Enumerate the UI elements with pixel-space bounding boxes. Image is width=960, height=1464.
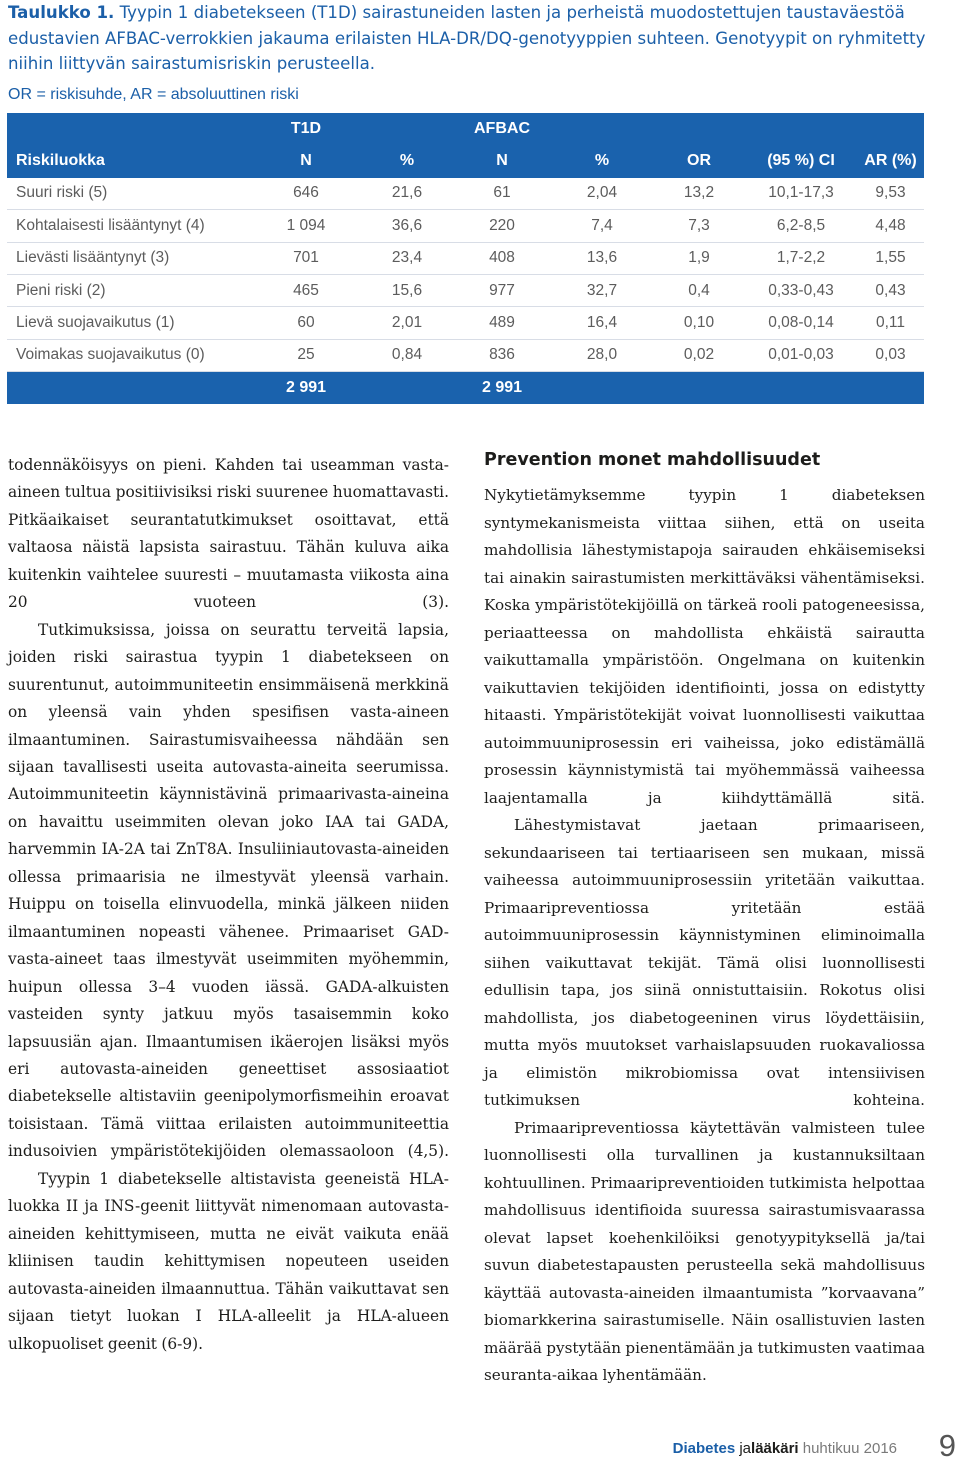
table-cell: 25 (251, 339, 361, 371)
table-cell: 7,4 (551, 210, 653, 242)
column-header: AR (%) (857, 145, 924, 177)
table-cell: Suuri riski (5) (7, 178, 251, 210)
abbreviation-note: OR = riskisuhde, AR = absoluuttinen riski (8, 86, 299, 103)
table-cell: Voimakas suojavaikutus (0) (7, 339, 251, 371)
risk-table (7, 113, 924, 404)
total-t1d: 2 991 (251, 371, 361, 403)
table-cell: 977 (453, 274, 551, 306)
table-cell: 408 (453, 242, 551, 274)
table-row (7, 210, 924, 242)
table-cell: 7,3 (653, 210, 745, 242)
table-cell: 220 (453, 210, 551, 242)
table-cell: 0,03 (857, 339, 924, 371)
left-column (8, 452, 449, 1358)
table-row (7, 307, 924, 339)
caption-label: Taulukko 1. (8, 3, 115, 22)
table-cell: 6,2-8,5 (745, 210, 857, 242)
column-header: % (551, 145, 653, 177)
table-row (7, 339, 924, 371)
table-cell: 465 (251, 274, 361, 306)
brand-word-diabetes: Diabetes (672, 1440, 736, 1457)
table-cell: 9,53 (857, 178, 924, 210)
body-paragraph: Nykytietämyksemme tyypin 1 diabeteksen syntymekanismeista viittaa siihen, että on useita mahdollisia lähestymistapoja sairauden ehkäisemiseksi tai ainakin sairastumisten merkittäväksi vähentämiseksi. Koska ympäristötekijöillä on tärkeä rooli patogeneesissa, periaatteessa on mahdollista ehkäistä sairautta vaikuttamalla ympäristöön. Ongelmana on kuitenkin vaikuttavien tekijöiden identifiointi, jossa on edistytty hitaasti. Ympäristötekijät voivat luonnollisesti vaikuttaa autoimmuuniprosessin eri vaiheissa, joko edistämällä prosessin käynnistymistä tai myöhemmässä vaiheessa laajentamalla ja kiihdyttämällä sitä. (484, 486, 925, 807)
table-cell: Kohtalaisesti lisääntynyt (4) (7, 210, 251, 242)
column-header: N (251, 145, 361, 177)
section-heading: Prevention monet mahdollisuudet (484, 450, 821, 470)
table-cell: 32,7 (551, 274, 653, 306)
table-cell: 0,4 (653, 274, 745, 306)
total-afbac: 2 991 (453, 371, 551, 403)
table-cell: 0,10 (653, 307, 745, 339)
table-cell: 28,0 (551, 339, 653, 371)
table-cell: 0,02 (653, 339, 745, 371)
table-cell: Pieni riski (2) (7, 274, 251, 306)
table-cell: 36,6 (361, 210, 453, 242)
table-cell: Lievä suojavaikutus (1) (7, 307, 251, 339)
table-caption (8, 0, 953, 77)
table-cell: 15,6 (361, 274, 453, 306)
group-header-row (7, 113, 924, 145)
table-cell: 1,9 (653, 242, 745, 274)
table-cell: 60 (251, 307, 361, 339)
group-header-afbac: AFBAC (453, 113, 551, 145)
table-cell: 10,1-17,3 (745, 178, 857, 210)
issue-date: huhtikuu 2016 (802, 1440, 897, 1457)
table-cell: 489 (453, 307, 551, 339)
table-cell: 701 (251, 242, 361, 274)
brand-word-ja: ja (739, 1440, 752, 1457)
table-cell: 23,4 (361, 242, 453, 274)
table-cell: Lievästi lisääntynyt (3) (7, 242, 251, 274)
body-paragraph: todennäköisyys on pieni. Kahden tai useamman vasta-aineen tultua positiivisiksi riski suurenee huomattavasti. Pitkäaikaiset seurantatutkimukset osoittavat, että valtaosa näistä lapsista sairastuu. Tähän kuluva aika kuitenkin vaihtelee suuresti – muutamasta viikosta aina 20 vuoteen (3). (8, 456, 449, 612)
table-cell: 21,6 (361, 178, 453, 210)
body-paragraph: Tyypin 1 diabetekselle altistavista geeneistä HLA-luokka II ja INS-geenit liittyvät nimenomaan autovasta-aineiden kehittymiseen, mutta ne eivät vaikuta enää kliinisen taudin kehittymisen nopeuteen useiden autovasta-aineiden ilmaannuttua. Tähän vaikuttavat sen sijaan tietyt luokan I HLA-alleelit ja HLA-alueen ulkopuoliset geenit (6-9). (8, 1169, 449, 1353)
body-paragraph: Lähestymistavat jaetaan primaariseen, sekundaariseen tai tertiaariseen sen mukaan, missä vaiheessa autoimmuuniprosessiin yritetään vaikuttaa. Primaaripreventiossa yritetään estää autoimmuuniprosessin käynnistyminen eliminoimalla siihen vaikuttavat tekijät. Tämä olisi luonnollisesti edullisin tapa, jos siinä onnistuttaisiin. Rokotus olisi mahdollista, jos diabetogeeninen virus löydettäisiin, mutta myös muutokset varhaislapsuuden ruokavaliossa ja elimistön mikrobiomissa ovat intensiivisen tutkimuksen kohteina. (484, 816, 925, 1109)
column-header: OR (653, 145, 745, 177)
totals-row (7, 371, 924, 403)
table-cell: 2,04 (551, 178, 653, 210)
table-cell: 0,43 (857, 274, 924, 306)
table-cell: 13,2 (653, 178, 745, 210)
column-header: % (361, 145, 453, 177)
table-cell: 0,11 (857, 307, 924, 339)
table-cell: 2,01 (361, 307, 453, 339)
table-cell: 13,6 (551, 242, 653, 274)
table-cell: 1,7-2,2 (745, 242, 857, 274)
table-cell: 4,48 (857, 210, 924, 242)
table-cell: 1 094 (251, 210, 361, 242)
table-cell: 1,55 (857, 242, 924, 274)
brand-word-laakari: lääkäri (751, 1440, 799, 1457)
caption-text: Tyypin 1 diabetekseen (T1D) sairastuneiden lasten ja perheistä muodostettujen taustaväestöä edustavien AFBAC-verrokkien jakauma erilaisten HLA-DR/DQ-genotyyppien suhteen. Genotyypit on ryhmitetty niihin liittyvän sairastumisriskin perusteella. (8, 3, 926, 73)
table-cell: 0,84 (361, 339, 453, 371)
table-cell: 61 (453, 178, 551, 210)
table-row (7, 274, 924, 306)
column-header-row (7, 145, 924, 177)
column-header: (95 %) CI (745, 145, 857, 177)
column-header: N (453, 145, 551, 177)
body-paragraph: Tutkimuksissa, joissa on seurattu terveitä lapsia, joiden riski sairastua tyypin 1 diabetekseen on suurentunut, autoimmuniteetin ensimmäisenä merkkinä on yleensä vain yhden spesifisen vasta-aineen ilmaantuminen. Sairastumisvaiheessa nähdään sen sijaan tavallisesti useita autovasta-aineita seerumissa. Autoimmuniteetin käynnistävinä primaarivasta-aineina on havaittu useimmiten olevan joko IAA tai GADA, harvemmin IA-2A tai ZnT8A. Insuliiniautovasta-aineiden ollessa primaarisia ne ilmestyvät yleensä varhain. Huippu on toisella elinvuodella, minkä jälkeen niiden ilmaantuminen nopeasti vähenee. Primaariset GAD-vasta-aineet taas ilmestyvät useimmiten myöhemmin, huipun ollessa 3–4 vuoden iässä. GADA-alkuisten vasteiden synty jatkuu myös tasaisemmin koko lapsuusiän ajan. Ilmaantumisen ikäerojen lisäksi myös eri autovasta-aineiden geneettiset assosiaatiot diabetekselle altistaviin geenipolymorfismeihin eroavat toisistaan. Tämä viittaa erilaisten autoimmuniteettia indusoivien ympäristötekijöiden olemassaoloon (4,5). (8, 620, 449, 1161)
table-cell: 0,08-0,14 (745, 307, 857, 339)
table-row (7, 178, 924, 210)
publication-logo (673, 1440, 897, 1457)
table-cell: 646 (251, 178, 361, 210)
table-cell: 0,33-0,43 (745, 274, 857, 306)
column-header: Riskiluokka (7, 145, 251, 177)
table-cell: 16,4 (551, 307, 653, 339)
table-row (7, 242, 924, 274)
page-footer (0, 1428, 960, 1463)
right-column (484, 446, 925, 1390)
body-paragraph: Primaaripreventiossa käytettävän valmisteen tulee luonnollisesti olla turvallinen ja kustannuksiltaan kohtuullinen. Primaaripreventioiden tutkimista helpottaa mahdollisuus identifioida suuressa sairastumisvaarassa olevat lapset koehenkilöiksi genotyypityksellä ja/tai suvun diabetestapausten perusteella sekä mahdollisuus käyttää autovasta-aineiden ilmaantumista ”korvaavana” biomarkkerina sairastumiselle. Näin osallistuvien lasten määrää pystytään pienentämään ja tutkimusten vaatimaa seuranta-aikaa lyhentämään. (484, 1118, 925, 1384)
group-header-t1d: T1D (251, 113, 361, 145)
table-cell: 0,01-0,03 (745, 339, 857, 371)
table-cell: 836 (453, 339, 551, 371)
page-number: 9 (938, 1428, 956, 1463)
